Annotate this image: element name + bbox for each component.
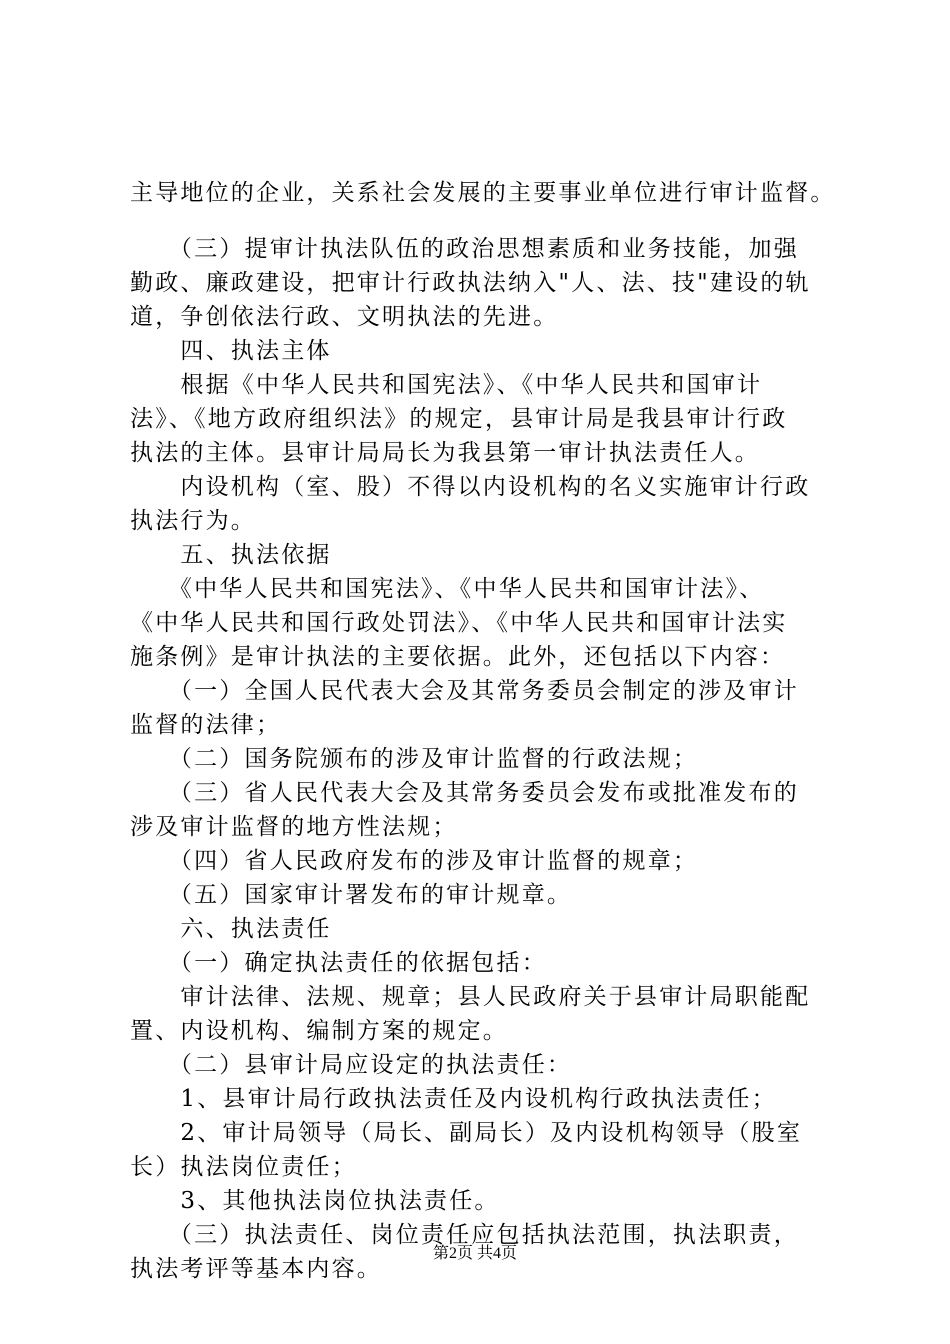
text-line: （四）省人民政府发布的涉及审计监督的规章； [130,848,699,874]
section-heading: 六、执法责任 [130,916,332,942]
text-line: 审计法律、法规、规章；县人民政府关于县审计局职能配 [130,984,811,1010]
text-line: 置、内设机构、编制方案的规定。 [130,1018,508,1044]
document-body [130,176,845,1286]
text-line: 《中华人民共和国宪法》、《中华人民共和国审计法》、 [130,576,765,602]
text-line: 监督的法律； [130,712,282,738]
text-line: 道，争创依法行政、文明执法的先进。 [130,304,559,330]
text-line: （三）省人民代表大会及其常务委员会发布或批准发布的 [130,780,799,806]
text-line: （三）执法责任、岗位责任应包括执法范围，执法职责， [130,1222,799,1248]
page-number: 第2页 共4页 [432,1245,517,1262]
text-line: 执法考评等基本内容。 [130,1256,382,1282]
text-line: （五）国家审计署发布的审计规章。 [130,882,573,908]
text-line: 法》、《地方政府组织法》的规定，县审计局是我县审计行政 [130,406,788,432]
text-line: 施条例》是审计执法的主要依据。此外，还包括以下内容： [130,644,786,670]
section-heading: 四、执法主体 [130,338,332,364]
text-line: （二）县审计局应设定的执法责任： [130,1052,573,1078]
text-line: 内设机构（室、股）不得以内设机构的名义实施审计行政 [130,474,811,500]
text-line: 2、审计局领导（局长、副局长）及内设机构领导（股室 [130,1120,803,1146]
text-line: （一）全国人民代表大会及其常务委员会制定的涉及审计 [130,678,799,704]
text-line: 长）执法岗位责任； [130,1154,357,1180]
text-line: 3、其他执法岗位执法责任。 [130,1188,500,1214]
text-line: 根据《中华人民共和国宪法》、《中华人民共和国审计 [130,372,763,398]
text-line: 《中华人民共和国行政处罚法》、《中华人民共和国审计法实 [130,610,788,636]
text-line: 勤政、廉政建设，把审计行政执法纳入"人、法、技"建设的轨 [130,270,811,296]
text-line: 1、县审计局行政执法责任及内设机构行政执法责任； [130,1086,777,1112]
text-line: （一）确定执法责任的依据包括： [130,950,547,976]
text-line: 执法的主体。县审计局局长为我县第一审计执法责任人。 [130,440,760,466]
text-line: 主导地位的企业，关系社会发展的主要事业单位进行审计监督。 [130,180,836,206]
text-line: 涉及审计监督的地方性法规； [130,814,458,840]
paragraph-gap [130,210,845,232]
text-line: （三）提审计执法队伍的政治思想素质和业务技能，加强 [130,236,799,262]
text-line: （二）国务院颁布的涉及审计监督的行政法规； [130,746,699,772]
section-heading: 五、执法依据 [130,542,332,568]
text-line: 执法行为。 [130,508,256,534]
